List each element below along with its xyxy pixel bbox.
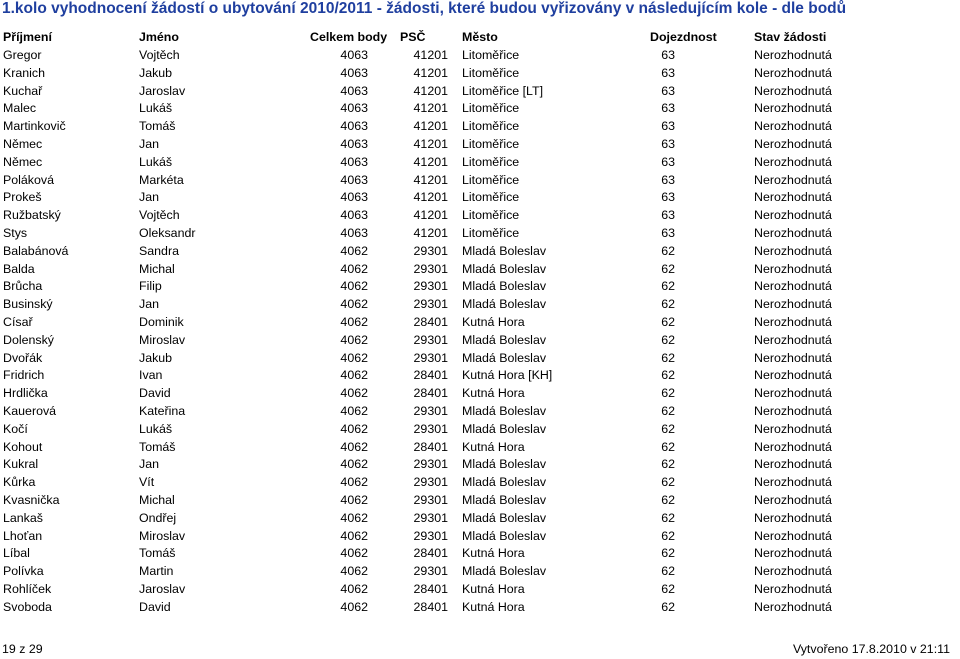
cell-distance: 62 bbox=[661, 421, 675, 436]
cell-psc: 41201 bbox=[413, 119, 448, 134]
cell-points: 4062 bbox=[340, 315, 368, 329]
table-row bbox=[0, 598, 960, 616]
created-stamp: Vytvořeno 17.8.2010 v 21:11 bbox=[792, 642, 950, 656]
table-row bbox=[0, 188, 960, 206]
cell-status: Nerozhodnutá bbox=[754, 510, 832, 525]
cell-last-name: Císař bbox=[3, 315, 33, 329]
column-header-status: Stav žádosti bbox=[754, 30, 827, 44]
cell-city: Mladá Boleslav bbox=[462, 564, 547, 579]
cell-city: Kutná Hora bbox=[462, 386, 525, 401]
cell-distance: 62 bbox=[661, 528, 675, 543]
cell-distance: 62 bbox=[661, 475, 675, 490]
cell-points: 4063 bbox=[340, 101, 368, 116]
cell-distance: 62 bbox=[661, 439, 675, 454]
cell-last-name: Balabánová bbox=[3, 243, 69, 258]
cell-points: 4062 bbox=[340, 546, 368, 561]
cell-status: Nerozhodnutá bbox=[754, 599, 832, 614]
cell-psc: 29301 bbox=[413, 332, 448, 347]
cell-city: Litoměřice bbox=[462, 137, 520, 151]
cell-psc: 29301 bbox=[413, 510, 448, 525]
cell-status: Nerozhodnutá bbox=[754, 546, 832, 561]
cell-psc: 28401 bbox=[413, 439, 448, 454]
cell-last-name: Kuchař bbox=[3, 83, 43, 98]
cell-psc: 28401 bbox=[413, 599, 448, 614]
cell-city: Kutná Hora bbox=[462, 582, 525, 596]
table-row bbox=[0, 580, 960, 598]
column-header-last-name: Příjmení bbox=[3, 30, 52, 44]
cell-city: Mladá Boleslav bbox=[462, 261, 547, 276]
cell-first-name: Filip bbox=[139, 279, 162, 294]
cell-distance: 62 bbox=[661, 599, 675, 614]
cell-points: 4062 bbox=[340, 564, 368, 579]
cell-points: 4063 bbox=[340, 65, 368, 80]
cell-status: Nerozhodnutá bbox=[754, 101, 832, 116]
cell-city: Mladá Boleslav bbox=[462, 475, 547, 490]
table-row bbox=[0, 171, 960, 189]
cell-status: Nerozhodnutá bbox=[754, 137, 832, 151]
cell-city: Mladá Boleslav bbox=[462, 493, 547, 507]
cell-psc: 41201 bbox=[413, 154, 448, 169]
cell-first-name: Tomáš bbox=[139, 439, 176, 454]
cell-last-name: Businský bbox=[3, 297, 53, 312]
column-header-city: Město bbox=[462, 30, 498, 44]
cell-psc: 41201 bbox=[413, 208, 448, 223]
cell-city: Kutná Hora bbox=[462, 546, 525, 561]
cell-psc: 29301 bbox=[413, 350, 448, 365]
cell-psc: 41201 bbox=[413, 101, 448, 116]
cell-points: 4063 bbox=[340, 172, 368, 187]
cell-status: Nerozhodnutá bbox=[754, 421, 832, 436]
cell-first-name: Jaroslav bbox=[139, 582, 186, 596]
cell-first-name: Jan bbox=[139, 137, 159, 151]
cell-distance: 62 bbox=[661, 279, 675, 294]
cell-psc: 29301 bbox=[413, 457, 448, 472]
cell-psc: 29301 bbox=[413, 564, 448, 579]
cell-last-name: Malec bbox=[3, 101, 37, 116]
cell-city: Mladá Boleslav bbox=[462, 279, 547, 294]
cell-last-name: Rohlíček bbox=[3, 582, 52, 596]
table-row bbox=[0, 224, 960, 242]
cell-last-name: Dolenský bbox=[3, 332, 54, 347]
table-row bbox=[0, 562, 960, 580]
cell-status: Nerozhodnutá bbox=[754, 119, 832, 134]
cell-points: 4063 bbox=[340, 154, 368, 169]
cell-last-name: Prokeš bbox=[3, 190, 42, 205]
cell-first-name: Michal bbox=[139, 261, 175, 276]
table-row bbox=[0, 509, 960, 527]
cell-first-name: Oleksandr bbox=[139, 226, 196, 240]
cell-last-name: Kůrka bbox=[3, 475, 36, 490]
cell-points: 4062 bbox=[340, 421, 368, 436]
cell-last-name: Balda bbox=[3, 261, 35, 276]
cell-status: Nerozhodnutá bbox=[754, 493, 832, 507]
cell-distance: 62 bbox=[661, 386, 675, 401]
cell-psc: 29301 bbox=[413, 404, 448, 418]
cell-status: Nerozhodnutá bbox=[754, 226, 832, 240]
cell-city: Mladá Boleslav bbox=[462, 404, 547, 418]
cell-psc: 28401 bbox=[413, 315, 448, 329]
cell-first-name: Jan bbox=[139, 297, 159, 312]
cell-last-name: Kukral bbox=[3, 457, 39, 472]
cell-distance: 62 bbox=[661, 546, 675, 561]
cell-points: 4062 bbox=[340, 493, 368, 507]
table-row bbox=[0, 277, 960, 295]
cell-first-name: Tomáš bbox=[139, 119, 176, 134]
table-row bbox=[0, 153, 960, 171]
cell-city: Litoměřice bbox=[462, 172, 520, 187]
cell-distance: 63 bbox=[661, 172, 675, 187]
cell-first-name: Dominik bbox=[139, 315, 184, 329]
cell-last-name: Lhoťan bbox=[3, 528, 43, 543]
table-row bbox=[0, 242, 960, 260]
table-row bbox=[0, 117, 960, 135]
table-row bbox=[0, 473, 960, 491]
cell-distance: 63 bbox=[661, 226, 675, 240]
cell-last-name: Hrdlička bbox=[3, 386, 48, 401]
cell-psc: 41201 bbox=[413, 65, 448, 80]
table-row bbox=[0, 366, 960, 384]
cell-first-name: Jan bbox=[139, 457, 159, 472]
cell-status: Nerozhodnutá bbox=[754, 154, 832, 169]
cell-city: Mladá Boleslav bbox=[462, 332, 547, 347]
cell-status: Nerozhodnutá bbox=[754, 350, 832, 365]
cell-distance: 62 bbox=[661, 350, 675, 365]
cell-distance: 63 bbox=[661, 190, 675, 205]
table-row bbox=[0, 313, 960, 331]
cell-status: Nerozhodnutá bbox=[754, 172, 832, 187]
cell-status: Nerozhodnutá bbox=[754, 261, 832, 276]
cell-city: Litoměřice bbox=[462, 154, 520, 169]
cell-psc: 41201 bbox=[413, 137, 448, 151]
cell-psc: 29301 bbox=[413, 421, 448, 436]
table-row bbox=[0, 491, 960, 509]
cell-city: Mladá Boleslav bbox=[462, 297, 547, 312]
cell-points: 4062 bbox=[340, 386, 368, 401]
cell-points: 4062 bbox=[340, 510, 368, 525]
cell-points: 4062 bbox=[340, 404, 368, 418]
cell-status: Nerozhodnutá bbox=[754, 332, 832, 347]
cell-psc: 41201 bbox=[413, 172, 448, 187]
cell-status: Nerozhodnutá bbox=[754, 243, 832, 258]
cell-first-name: Vít bbox=[139, 475, 155, 490]
cell-psc: 29301 bbox=[413, 279, 448, 294]
cell-city: Kutná Hora bbox=[462, 315, 525, 329]
cell-points: 4062 bbox=[340, 599, 368, 614]
cell-first-name: Jakub bbox=[139, 350, 173, 365]
cell-points: 4063 bbox=[340, 83, 368, 98]
cell-status: Nerozhodnutá bbox=[754, 475, 832, 490]
cell-status: Nerozhodnutá bbox=[754, 439, 832, 454]
cell-points: 4062 bbox=[340, 439, 368, 454]
cell-last-name: Svoboda bbox=[3, 599, 52, 614]
cell-last-name: Němec bbox=[3, 154, 43, 169]
cell-status: Nerozhodnutá bbox=[754, 457, 832, 472]
cell-psc: 41201 bbox=[413, 48, 448, 62]
cell-first-name: Markéta bbox=[139, 172, 184, 187]
cell-first-name: Jakub bbox=[139, 65, 173, 80]
cell-city: Litoměřice bbox=[462, 101, 520, 116]
cell-psc: 41201 bbox=[413, 83, 448, 98]
table-row bbox=[0, 135, 960, 153]
cell-city: Mladá Boleslav bbox=[462, 528, 547, 543]
cell-distance: 62 bbox=[661, 332, 675, 347]
cell-points: 4062 bbox=[340, 261, 368, 276]
cell-status: Nerozhodnutá bbox=[754, 404, 832, 418]
cell-points: 4062 bbox=[340, 368, 368, 383]
cell-psc: 28401 bbox=[413, 546, 448, 561]
cell-last-name: Stys bbox=[3, 226, 28, 240]
table-row bbox=[0, 206, 960, 224]
cell-status: Nerozhodnutá bbox=[754, 65, 832, 80]
cell-last-name: Lankaš bbox=[3, 510, 43, 525]
cell-psc: 29301 bbox=[413, 528, 448, 543]
cell-points: 4062 bbox=[340, 279, 368, 294]
cell-last-name: Poláková bbox=[3, 172, 54, 187]
cell-status: Nerozhodnutá bbox=[754, 279, 832, 294]
cell-city: Litoměřice bbox=[462, 208, 520, 223]
cell-city: Mladá Boleslav bbox=[462, 510, 547, 525]
cell-city: Litoměřice [LT] bbox=[462, 83, 544, 98]
cell-points: 4062 bbox=[340, 457, 368, 472]
cell-distance: 62 bbox=[661, 564, 675, 579]
cell-distance: 62 bbox=[661, 457, 675, 472]
cell-first-name: David bbox=[139, 599, 171, 614]
cell-points: 4063 bbox=[340, 119, 368, 134]
cell-city: Kutná Hora bbox=[462, 599, 525, 614]
cell-last-name: Ružbatský bbox=[3, 208, 61, 223]
cell-points: 4063 bbox=[340, 226, 368, 240]
cell-points: 4062 bbox=[340, 350, 368, 365]
cell-last-name: Martinkovič bbox=[3, 119, 66, 134]
cell-points: 4062 bbox=[340, 528, 368, 543]
cell-points: 4062 bbox=[340, 475, 368, 490]
cell-status: Nerozhodnutá bbox=[754, 83, 832, 98]
cell-points: 4062 bbox=[340, 582, 368, 596]
cell-city: Litoměřice bbox=[462, 190, 520, 205]
cell-first-name: Lukáš bbox=[139, 101, 173, 116]
cell-last-name: Fridrich bbox=[3, 368, 45, 383]
table-row bbox=[0, 420, 960, 438]
page-number: 19 z 29 bbox=[2, 642, 43, 656]
cell-last-name: Kvasnička bbox=[3, 493, 60, 507]
cell-city: Mladá Boleslav bbox=[462, 457, 547, 472]
table-row bbox=[0, 384, 960, 402]
table-row bbox=[0, 527, 960, 545]
cell-first-name: Vojtěch bbox=[139, 48, 180, 62]
cell-last-name: Líbal bbox=[3, 546, 30, 561]
table-row bbox=[0, 455, 960, 473]
cell-first-name: Sandra bbox=[139, 243, 179, 258]
cell-psc: 28401 bbox=[413, 386, 448, 401]
cell-first-name: Lukáš bbox=[139, 421, 173, 436]
table-row bbox=[0, 46, 960, 64]
cell-psc: 29301 bbox=[413, 297, 448, 312]
cell-distance: 63 bbox=[661, 48, 675, 62]
cell-last-name: Kohout bbox=[3, 439, 43, 454]
cell-psc: 29301 bbox=[413, 261, 448, 276]
cell-status: Nerozhodnutá bbox=[754, 528, 832, 543]
cell-points: 4063 bbox=[340, 208, 368, 223]
cell-psc: 28401 bbox=[413, 368, 448, 383]
cell-city: Litoměřice bbox=[462, 48, 520, 62]
table-row bbox=[0, 331, 960, 349]
table-row bbox=[0, 99, 960, 117]
cell-last-name: Gregor bbox=[3, 48, 42, 62]
cell-status: Nerozhodnutá bbox=[754, 297, 832, 312]
cell-distance: 62 bbox=[661, 404, 675, 418]
cell-distance: 62 bbox=[661, 297, 675, 312]
cell-distance: 62 bbox=[661, 510, 675, 525]
cell-city: Mladá Boleslav bbox=[462, 350, 547, 365]
cell-points: 4062 bbox=[340, 332, 368, 347]
cell-last-name: Kranich bbox=[3, 65, 46, 80]
cell-distance: 62 bbox=[661, 243, 675, 258]
cell-last-name: Kauerová bbox=[3, 404, 57, 418]
cell-last-name: Kočí bbox=[3, 421, 28, 436]
column-header-distance: Dojezdnost bbox=[650, 30, 717, 44]
cell-points: 4062 bbox=[340, 243, 368, 258]
page-title: 1.kolo vyhodnocení žádostí o ubytování 2010/2011 - žádosti, které budou vyřizovány v následujícím kole - dle bodů bbox=[2, 0, 847, 17]
cell-city: Kutná Hora [KH] bbox=[462, 368, 553, 383]
cell-psc: 29301 bbox=[413, 243, 448, 258]
cell-distance: 62 bbox=[661, 582, 675, 596]
cell-first-name: Miroslav bbox=[139, 528, 186, 543]
cell-points: 4063 bbox=[340, 137, 368, 151]
table-row bbox=[0, 260, 960, 278]
cell-first-name: Tomáš bbox=[139, 546, 176, 561]
cell-first-name: Jan bbox=[139, 190, 159, 205]
cell-city: Mladá Boleslav bbox=[462, 421, 547, 436]
cell-status: Nerozhodnutá bbox=[754, 315, 832, 329]
cell-city: Mladá Boleslav bbox=[462, 243, 547, 258]
table-row bbox=[0, 402, 960, 420]
cell-status: Nerozhodnutá bbox=[754, 386, 832, 401]
cell-distance: 63 bbox=[661, 119, 675, 134]
cell-points: 4062 bbox=[340, 297, 368, 312]
table-row bbox=[0, 544, 960, 562]
table-row bbox=[0, 349, 960, 367]
table-row bbox=[0, 295, 960, 313]
cell-distance: 62 bbox=[661, 368, 675, 383]
cell-first-name: Michal bbox=[139, 493, 175, 507]
table-row bbox=[0, 82, 960, 100]
cell-psc: 41201 bbox=[413, 226, 448, 240]
cell-points: 4063 bbox=[340, 48, 368, 62]
cell-city: Litoměřice bbox=[462, 119, 520, 134]
cell-distance: 63 bbox=[661, 137, 675, 151]
cell-first-name: Jaroslav bbox=[139, 83, 186, 98]
cell-distance: 62 bbox=[661, 493, 675, 507]
cell-first-name: Miroslav bbox=[139, 332, 186, 347]
cell-first-name: Kateřina bbox=[139, 404, 186, 418]
cell-city: Litoměřice bbox=[462, 226, 520, 240]
cell-distance: 63 bbox=[661, 83, 675, 98]
cell-first-name: Lukáš bbox=[139, 154, 173, 169]
cell-distance: 62 bbox=[661, 315, 675, 329]
cell-last-name: Polívka bbox=[3, 564, 44, 579]
cell-city: Litoměřice bbox=[462, 65, 520, 80]
cell-first-name: David bbox=[139, 386, 171, 401]
column-header-first-name: Jméno bbox=[139, 30, 179, 44]
column-header-psc: PSČ bbox=[400, 30, 426, 44]
cell-distance: 63 bbox=[661, 65, 675, 80]
cell-status: Nerozhodnutá bbox=[754, 582, 832, 596]
table-row bbox=[0, 438, 960, 456]
cell-city: Kutná Hora bbox=[462, 439, 525, 454]
cell-first-name: Ondřej bbox=[139, 510, 177, 525]
cell-status: Nerozhodnutá bbox=[754, 190, 832, 205]
cell-distance: 63 bbox=[661, 154, 675, 169]
cell-psc: 29301 bbox=[413, 493, 448, 507]
cell-status: Nerozhodnutá bbox=[754, 208, 832, 223]
table-header bbox=[0, 28, 960, 46]
cell-first-name: Martin bbox=[139, 564, 174, 579]
cell-points: 4063 bbox=[340, 190, 368, 205]
table-row bbox=[0, 64, 960, 82]
cell-psc: 41201 bbox=[413, 190, 448, 205]
cell-status: Nerozhodnutá bbox=[754, 48, 832, 62]
cell-first-name: Ivan bbox=[139, 368, 163, 383]
cell-distance: 63 bbox=[661, 101, 675, 116]
cell-psc: 28401 bbox=[413, 582, 448, 596]
cell-last-name: Brůcha bbox=[3, 279, 43, 294]
cell-distance: 62 bbox=[661, 261, 675, 276]
column-header-points: Celkem body bbox=[310, 30, 388, 44]
cell-status: Nerozhodnutá bbox=[754, 368, 832, 383]
cell-status: Nerozhodnutá bbox=[754, 564, 832, 579]
cell-distance: 63 bbox=[661, 208, 675, 223]
cell-first-name: Vojtěch bbox=[139, 208, 180, 223]
cell-psc: 29301 bbox=[413, 475, 448, 490]
cell-last-name: Dvořák bbox=[3, 350, 43, 365]
cell-last-name: Němec bbox=[3, 137, 43, 151]
